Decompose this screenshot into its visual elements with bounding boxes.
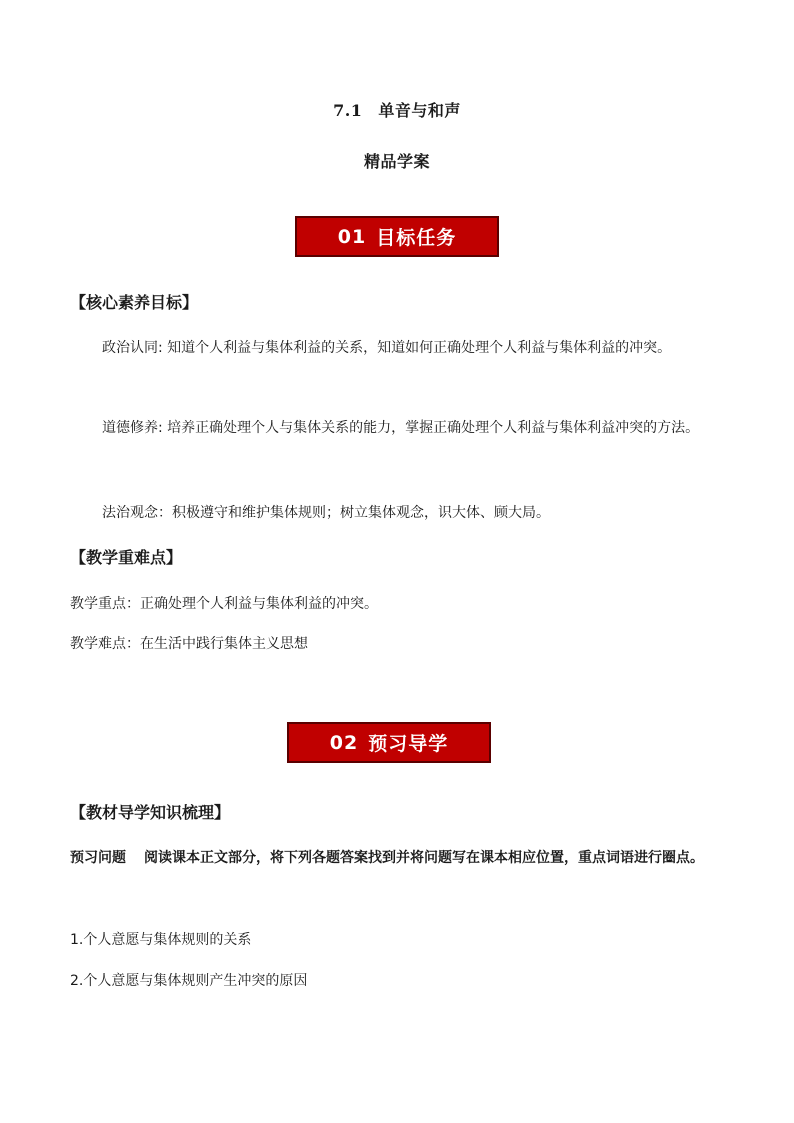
- core-goal-moral: 道德修养: 培养正确处理个人与集体关系的能力，掌握正确处理个人利益与集体利益冲突的方法。: [102, 420, 700, 436]
- key-point-focus: 教学重点：正确处理个人利益与集体利益的冲突。: [70, 596, 378, 612]
- lesson-title: [0, 98, 794, 121]
- section-number: 02: [329, 731, 359, 754]
- textbook-guide-heading: 【教材导学知识梳理】: [70, 803, 231, 822]
- list-item: 2.个人意愿与集体规则产生冲突的原因: [70, 973, 308, 989]
- preview-question-text: 阅读课本正文部分，将下列各题答案找到并将问题写在课本相应位置，重点词语进行圈点。: [144, 850, 704, 866]
- section-title: 目标任务: [376, 227, 457, 249]
- section-title: 预习导学: [368, 733, 449, 755]
- lesson-number: 7.1: [333, 101, 363, 120]
- lesson-subtitle: 精品学案: [363, 152, 430, 171]
- key-points-heading: 【教学重难点】: [70, 548, 183, 567]
- core-goals-heading: 【核心素养目标】: [70, 293, 199, 312]
- key-point-difficulty: 教学难点：在生活中践行集体主义思想: [70, 636, 308, 652]
- preview-question: [70, 840, 724, 876]
- section-number: 01: [337, 225, 367, 248]
- core-goal-political: 政治认同: 知道个人利益与集体利益的关系，知道如何正确处理个人利益与集体利益的冲突。: [102, 340, 672, 356]
- section-banner-preview: [287, 722, 491, 763]
- lesson-title-text: 单音与和声: [378, 101, 461, 120]
- preview-question-label: 预习问题: [70, 850, 126, 866]
- section-banner-goals: [295, 216, 499, 257]
- list-item: 1.个人意愿与集体规则的关系: [70, 932, 252, 948]
- core-goal-legal: 法治观念：积极遵守和维护集体规则；树立集体观念，识大体、顾大局。: [102, 505, 550, 521]
